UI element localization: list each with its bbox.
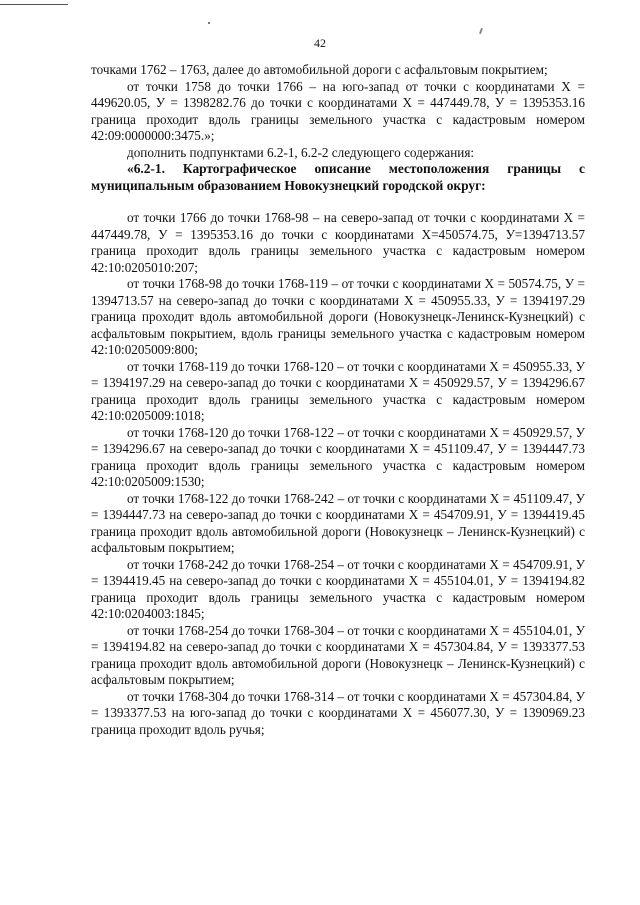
paragraph: от точки 1768-122 до точки 1768-242 – от точки с координатами X = 451109.47, У = 1394447.73 на северо-запад до точки с координатами X = 454709.91, У = 1394419.45 граница проходит вдоль автомобильной дороги (Новокузнецк – Ленинск-Кузнецкий) с асфальтовым покрытием; xyxy=(91,490,585,555)
paragraph: от точки 1768-254 до точки 1768-304 – от точки с координатами X = 455104.01, У = 1394194.82 на северо-запад до точки с координатами X = 457304.84, У = 1393377.53 граница проходит вдоль автомобильной дороги (Новокузнецк – Ленинск-Кузнецкий) с асфальтовым покрытием; xyxy=(91,622,585,687)
scan-edge-line xyxy=(0,4,68,5)
scan-speck xyxy=(479,28,483,34)
page-number: 42 xyxy=(314,36,326,50)
paragraph: от точки 1758 до точки 1766 – на юго-запад от точки с координатами X = 449620.05, У = 1398282.76 до точки с координатами X = 447449.78, У = 1395353.16 граница проходит вдоль границы земельного участка с кадастровым номером 42:09:0000000:3475.»; xyxy=(91,78,585,143)
scan-speck xyxy=(208,22,210,24)
paragraph: от точки 1766 до точки 1768-98 – на северо-запад от точки с координатами X = 447449.78, У = 1395353.16 до точки с координатами X=450574.75, У=1394713.57 граница проходит вдоль границы земельного участка с кадастровым номером 42:10:0205010:207; xyxy=(91,210,585,275)
document-body xyxy=(91,62,585,738)
paragraph: от точки 1768-119 до точки 1768-120 – от точки с координатами X = 450955.33, У = 1394197.29 на северо-запад до точки с координатами X = 450929.57, У = 1394296.67 граница проходит вдоль границы земельного участка с кадастровым номером 42:10:0205009:1018; xyxy=(91,358,585,423)
paragraph: от точки 1768-304 до точки 1768-314 – от точки с координатами X = 457304.84, У = 1393377.53 на юго-запад до точки с координатами X = 456077.30, У = 1390969.23 граница проходит вдоль ручья; xyxy=(91,688,585,737)
paragraph: точками 1762 – 1763, далее до автомобильной дороги с асфальтовым покрытием; xyxy=(91,62,548,77)
paragraph: от точки 1768-120 до точки 1768-122 – от точки с координатами X = 450929.57, У = 1394296.67 на северо-запад до точки с координатами X = 451109.47, У = 1394447.73 граница проходит вдоль границы земельного участка с кадастровым номером 42:10:0205009:1530; xyxy=(91,424,585,489)
paragraph: дополнить подпунктами 6.2-1, 6.2-2 следующего содержания: xyxy=(127,144,475,160)
section-heading: «6.2-1. Картографическое описание местоположения границы с муниципальным образованием Новокузнецкий городской округ: xyxy=(91,161,585,193)
paragraph: от точки 1768-98 до точки 1768-119 – от точки с координатами X = 50574.75, У = 1394713.57 на северо-запад до точки с координатами X = 450955.33, У = 1394197.29 граница проходит вдоль автомобильной дороги (Новокузнецк-Ленинск-Кузнецкий) с асфальтовым покрытием, вдоль границы земельного участка с кадастровым номером 42:10:0205009:800; xyxy=(91,276,585,357)
paragraph: от точки 1768-242 до точки 1768-254 – от точки с координатами X = 454709.91, У = 1394419.45 на северо-запад до точки с координатами X = 455104.01, У = 1394194.82 граница проходит вдоль границы земельного участка с кадастровым номером 42:10:0204003:1845; xyxy=(91,556,585,621)
